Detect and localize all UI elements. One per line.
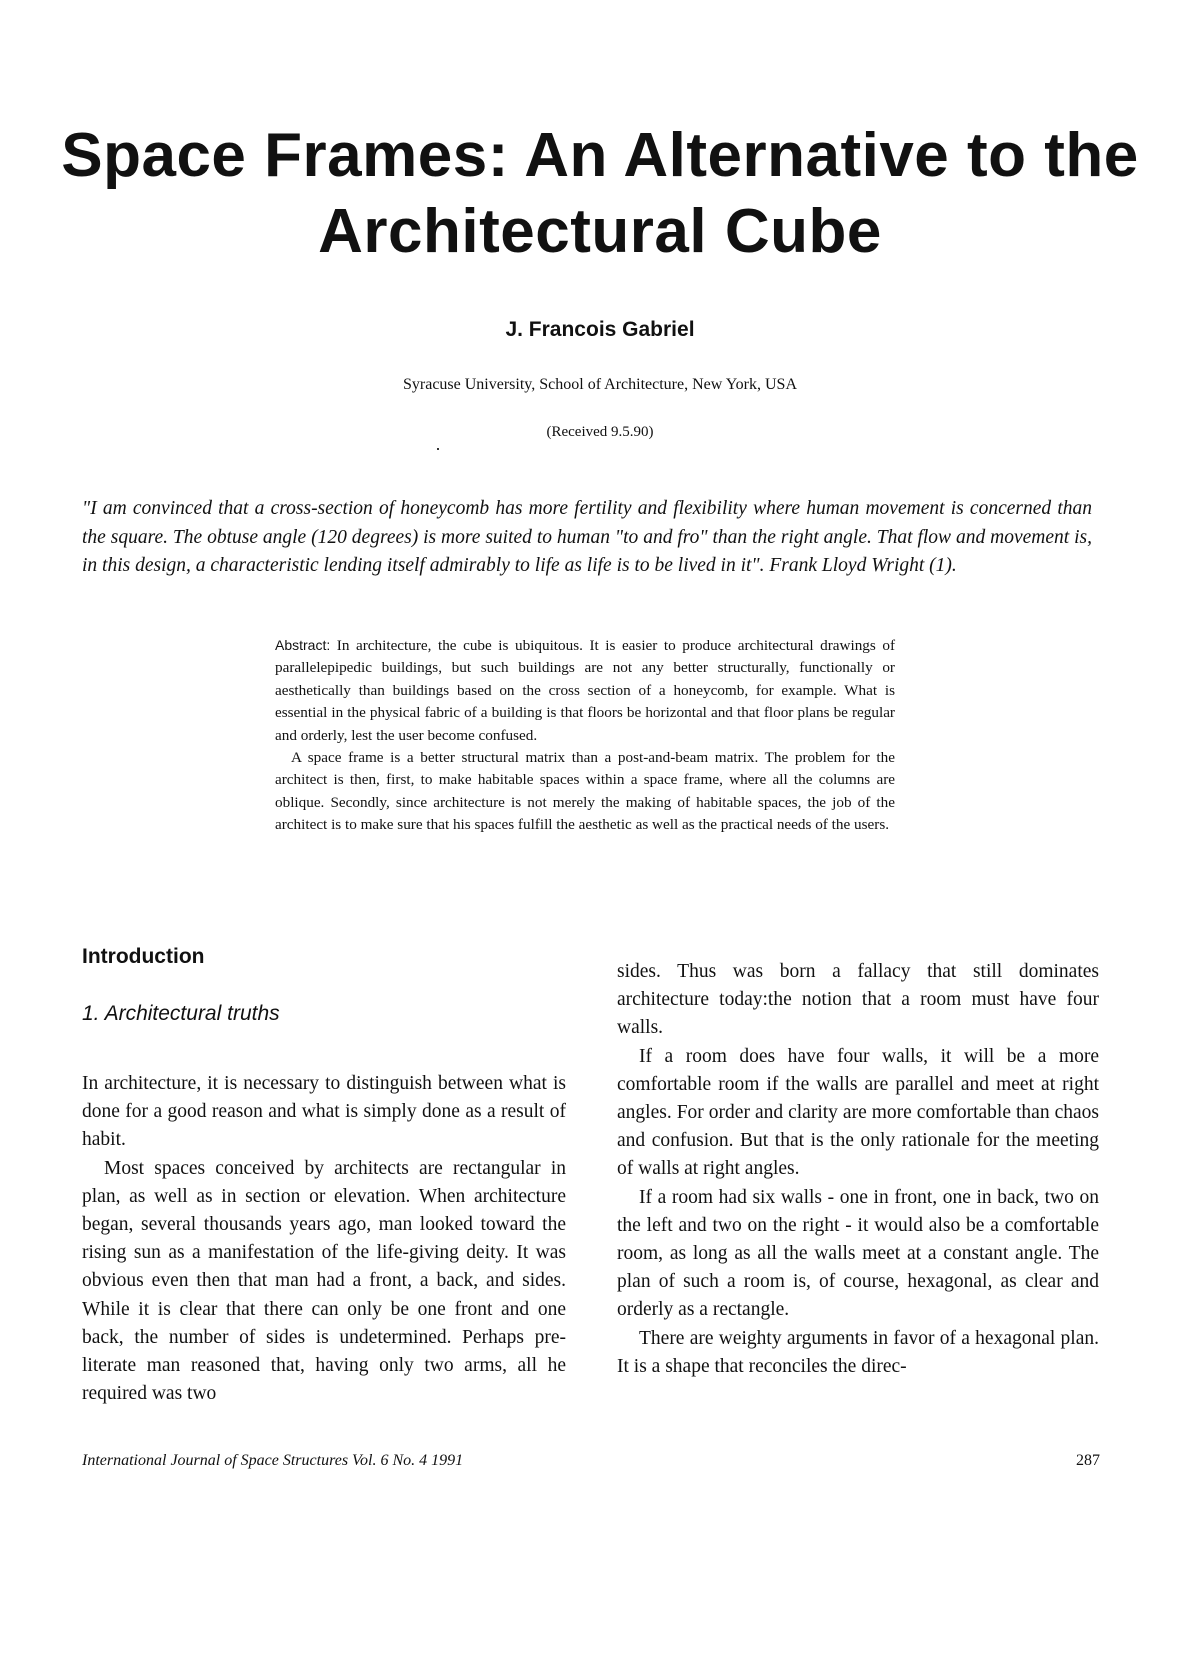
body-paragraph: There are weighty arguments in favor of a hexagonal plan. It is a shape that reconciles the direc- <box>617 1327 1099 1377</box>
body-paragraph: In architecture, it is necessary to distinguish between what is done for a good reason and what is simply done as a result of habit. <box>82 1073 566 1151</box>
paper-title: Space Frames: An Alternative to the Architectural Cube <box>61 121 1139 266</box>
abstract-block <box>275 634 895 837</box>
abstract-paragraph-2: A space frame is a better structural matrix than a post-and-beam matrix. The problem for the architect is then, first, to make habitable spaces within a space frame, where all the columns are oblique. Secondly, since architecture is not merely the making of habitable spaces, the job of the architect is to make sure that his spaces fulfill the aesthetic as well as the practical needs of the users. <box>275 749 895 834</box>
left-column <box>82 945 566 1408</box>
subsection-heading-architectural-truths: 1. Architectural truths <box>82 1002 280 1025</box>
abstract-paragraph-1 <box>275 634 895 747</box>
page-number: 287 <box>1076 1452 1100 1469</box>
abstract-text-1: In architecture, the cube is ubiquitous. It is easier to produce architectural drawings of parallelepipedic buildings, but such buildings are not any better structurally, functionally or aesthetically than buildings based on the cross section of a honeycomb, for example. What is essential in the physical fabric of a building is that floors be horizontal and that floor plans be regular and orderly, lest the user become confused. <box>275 637 896 744</box>
abstract-label: Abstract: <box>275 637 331 653</box>
body-paragraph: Most spaces conceived by architects are rectangular in plan, as well as in section or elevation. When architecture began, several thousands years ago, man looked toward the rising sun as a manifestation of the life-giving deity. It was obvious even then that man had a front, a back, and sides. While it is clear that there can only be one front and one back, the number of sides is undetermined. Perhaps pre-literate man reasoned that, having only two arms, all he required was two <box>82 1157 566 1405</box>
author-name: J. Francois Gabriel <box>505 318 695 341</box>
body-paragraph: If a room had six walls - one in front, one in back, two on the left and two on the right - it would also be a comfortable room, as long as all the walls meet at a constant angle. The plan of such a room is, of course, hexagonal, as clear and orderly as a rectangle. <box>617 1186 1099 1321</box>
body-paragraph: If a room does have four walls, it will be a more comfortable room if the walls are parallel and meet at right angles. For order and clarity are more comfortable than chaos and confusion. But that is the only rationale for the meeting of walls at right angles. <box>617 1045 1099 1180</box>
section-heading-introduction: Introduction <box>82 945 205 968</box>
epigraph-quote: "I am convinced that a cross-section of honeycomb has more fertility and flexibility where human movement is concerned than the square. The obtuse angle (120 degrees) is more suited to human "to and fro" than the right angle. That flow and movement is, in this design, a characteristic lending itself admirably to life as life is to be lived in it". Frank Lloyd Wright (1). <box>82 498 1092 576</box>
body-paragraph: sides. Thus was born a fallacy that still dominates architecture today:the notion that a room must have four walls. <box>617 961 1099 1039</box>
right-column <box>617 958 1099 1381</box>
stray-mark <box>437 448 439 450</box>
author-affiliation: Syracuse University, School of Architecture, New York, USA <box>402 376 797 393</box>
received-date: (Received 9.5.90) <box>546 424 654 440</box>
footer-journal-citation: International Journal of Space Structures Vol. 6 No. 4 1991 <box>82 1452 464 1469</box>
